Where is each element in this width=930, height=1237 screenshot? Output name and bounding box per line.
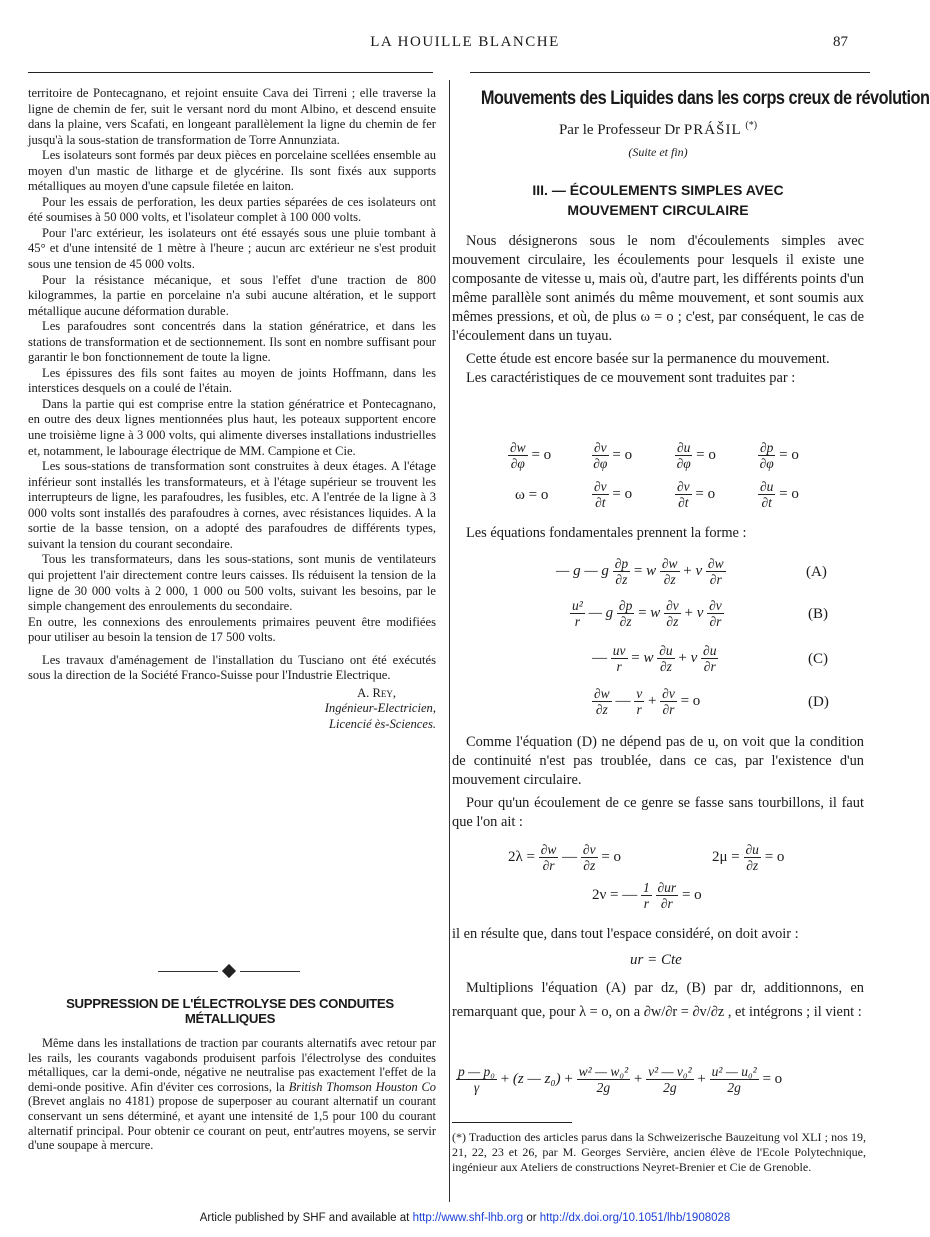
byline-prefix: Par le Professeur Dr [558, 122, 681, 138]
section-title-line: MOUVEMENT CIRCULAIRE [567, 202, 749, 218]
right-paragraph: Multiplions l'équation (A) par dz, (B) par dr, additionnons, en remarquant que, pour λ = o, on a ∂w/∂r = ∂v/∂z , et intégrons ; il vient : [452, 980, 864, 1020]
right-paragraph: Pour qu'un écoulement de ce genre se fasse sans tourbillons, il faut que l'on ait : [452, 795, 864, 830]
running-head-title: LA HOUILLE BLANCHE [370, 34, 560, 50]
equation-c: — $\frac{uv}{r}$ = w $\frac{\partial u}{\partial z}$ + v $\frac{\partial u}{\partial r}$ [592, 643, 717, 674]
article-title: Mouvements des Liquides dans les corps creux de révolution [480, 88, 930, 109]
equation-nu: 2ν = — $\frac{1}{r}$ $\frac{\partial ur}{\partial r}$ = o [592, 880, 702, 911]
electrolysis-article [28, 1036, 436, 1153]
left-paragraph: Les travaux d'aménagement de l'installation du Tusciano ont été exécutés sous la direction de la Société Franco-Suisse pour l'Industrie Electrique. [28, 652, 436, 683]
footnote: (*) Traduction des articles parus dans la Schweizerische Bauzeitung vol XLI ; nos 19, 21, 22, 23 et 26, par M. Georges Servière, ancien élève de l'Ecole Polytechnique, ingénieur aux Ateliers de constructions Neyret-Brenier et Cie de Grenoble. [452, 1130, 866, 1174]
left-paragraph: Les parafoudres sont concentrés dans la station génératrice, et dans les stations de transformation et de sectionnement. Ils sont en nombre suffisant pour garantir le bon fonctionnement de toute la ligne. [28, 319, 436, 365]
equation-lambda: 2λ = $\frac{\partial w}{\partial r}$ — $\frac{\partial v}{\partial z}$ = o [508, 842, 622, 873]
footnote-mark: (*) [745, 120, 758, 131]
equation-mu: 2μ = $\frac{\partial u}{\partial z}$ = o [712, 842, 785, 873]
signature-name: A. Rey, [357, 685, 396, 700]
equation: $\frac{\partial p}{\partial\varphi}$ = o [759, 440, 799, 471]
left-paragraph: Tous les transformateurs, dans les sous-stations, sont munis de ventilateurs qui projettent l'air directement contre leurs caisses. Ils réduisent la tension de la ligne de 30 000 volts à 2 000, 1 000 ou 500 volts, suivant les besoins, par le simple changement des enroulements du secondaire. [28, 552, 436, 614]
right-paragraph: Les caractéristiques de ce mouvement sont traduites par : [466, 370, 796, 386]
integration-text [452, 976, 864, 1024]
left-paragraph: Pour les essais de perforation, les deux parties séparées de ces isolateurs ont été soumises à 50 000 volts, et l'isolateur complet à 100 000 volts. [28, 194, 436, 225]
author-name: PRÁŠIL [683, 122, 742, 138]
signature-role: Ingénieur-Electricien, [324, 701, 436, 716]
left-paragraph: Dans la partie qui est comprise entre la station génératrice et Pontecagnano, en outre des deux lignes mentionnées plus haut, les poteaux supportent encore une troisième ligne à 3 000 volts, qui alimente diverses installations industrielles et, notamment, le labourage électrique de MM. Campione et Cie. [28, 396, 436, 458]
electrolysis-text-b: (Brevet anglais no 4181) propose de superposer au courant alternatif un courant conservant un sens déterminé, et ayant une intensité de 1,5 pour 100 du courant alternatif principal. Pour obtenir ce courant on peut, entr'autres moyens, se servir d'une soupape à mercure. [28, 1094, 436, 1153]
right-column [452, 86, 930, 388]
footer-link-doi[interactable]: http://dx.doi.org/10.1051/lhb/1908028 [539, 1212, 731, 1224]
ornament-diamond-icon [222, 964, 236, 978]
equation-b: $\frac{\text{u²}}{r}$ — g $\frac{\partial p}{\partial z}$ = w $\frac{\partial v}{\partial z}$ + v $\frac{\partial v}{\partial r}$ [572, 598, 722, 629]
footer-text: Article published by SHF and available at [199, 1212, 413, 1224]
equation-label: (D) [808, 694, 829, 710]
header-rule-left [28, 72, 433, 73]
column-divider [449, 80, 450, 1202]
left-paragraph: Pour l'arc extérieur, les isolateurs ont été essayés sous une pluie tombant à 45° et d'une intensité de 1 mètre à l'heure ; aucun arc extérieur ne s'est produit sous une tension de 45 000 volts. [28, 225, 436, 272]
fundamental-intro [452, 524, 864, 543]
right-paragraph: il en résulte que, dans tout l'espace considéré, on doit avoir : [452, 926, 799, 942]
equation: $\frac{\partial v}{\partial t}$ = o [594, 479, 633, 510]
equation-ur-constant: ur = Cte [630, 952, 682, 968]
section-ornament [28, 965, 436, 979]
author-signature [28, 686, 436, 733]
right-paragraph: Cette étude est encore basée sur la permanence du mouvement. [466, 351, 830, 367]
left-paragraph: Les épissures des fils sont faites au moyen de joints Hoffmann, dans les interstices desquels on a coulé de l'étain. [28, 365, 436, 396]
header-rule-right [470, 72, 870, 73]
equation-bernoulli: $\frac{\text{p — p₀}}{\gamma}$ + (z — z₀) + $\frac{\text{w² — w₀²}}{2g}$ + $\frac{\text{v² — v₀²}}{2g}$ + $\frac{\text{u² — u₀²}}{2g}$ = o [458, 1064, 783, 1095]
section-title-line: III. — ÉCOULEMENTS SIMPLES AVEC [532, 182, 784, 198]
left-paragraph: En outre, les connexions des enroulements primaires peuvent être modifiées pour utiliser au besoin la tension de 17 500 volts. [28, 614, 436, 645]
left-paragraph: Les sous-stations de transformation sont construites à deux étages. A l'étage inférieur sont installés les transformateurs, et à l'étage supérieur se trouvent les interrupteurs de ligne, les parafoudres, les fusibles, etc. A l'entrée de la ligne à 3 000 volts sont installés des parafoudres à cornes, avec résistances liquides. A la sortie de la basse tension, on a adopté des parafoudres de différents types, suivant la tension du courant secondaire. [28, 459, 436, 551]
section-heading-electrolysis: SUPPRESSION DE L'ÉLECTROLYSE DES CONDUITES MÉTALLIQUES [66, 996, 394, 1026]
right-paragraph: Nous désignerons sous le nom d'écoulements simples avec mouvement circulaire, les écoulements pour lesquels il existe une composante de vitesse u, mais où, d'autre part, les différents points d'un même parallèle sont animés du même mouvement, et sont soumis aux mêmes pressions, et où, de plus ω = o ; c'est, par conséquent, le cas de l'écoulement dans un tuyau. [452, 233, 864, 344]
signature-role: Licencié ès-Sciences. [329, 716, 436, 731]
ornament-line [158, 971, 218, 972]
company-name: British Thomson Houston Co [288, 1079, 436, 1094]
section-title [452, 180, 864, 220]
footer-link-shf[interactable]: http://www.shf-lhb.org [412, 1212, 524, 1224]
page-number: 87 [833, 34, 848, 50]
continuation-note: (Suite et fin) [628, 145, 688, 159]
equation-label: (A) [806, 564, 827, 580]
equation: $\frac{\partial u}{\partial t}$ = o [760, 479, 799, 510]
continuity-text [452, 733, 864, 832]
equation: ω = o [515, 487, 549, 503]
footnote-rule [452, 1122, 572, 1123]
left-paragraph: territoire de Pontecagnano, et rejoint ensuite Cava dei Tirreni ; elle traverse la ligne de chemin de fer, suit le versant nord du mont Albino, et descend ensuite dans la plaine, vers Scafati, en longeant parallèlement la ligne du chemin de fer jusqu'à la sous-station de transformation de Torre Annunziata. [28, 86, 436, 147]
right-paragraph: Les équations fondamentales prennent la forme : [466, 525, 747, 541]
electrolysis-text-a: Même dans les installations de traction par courants alternatifs avec retour par les rails, les courants vagabonds produisent parfois l'électrolyse des conduites métalliques, car la demi-onde, négative ne neutralise pas exactement l'effet de la demi-onde positive. Afin d'éviter ces corrosions, la [28, 1036, 436, 1094]
page-footer [0, 1212, 930, 1224]
equation: $\frac{\partial u}{\partial\varphi}$ = o [676, 440, 716, 471]
footer-text: or [523, 1212, 540, 1224]
result-text [452, 925, 864, 944]
left-column [28, 86, 436, 733]
left-paragraph: Les isolateurs sont formés par deux pièces en porcelaine scellées ensemble au moyen d'un mastic de litharge et de glycérine. Ils sont fixés aux supports métalliques au moyen d'une capsule filetée en laiton. [28, 148, 436, 194]
equation-label: (C) [808, 651, 828, 667]
equation-label: (B) [808, 606, 828, 622]
equation: $\frac{\partial v}{\partial t}$ = o [677, 479, 716, 510]
equation-d: $\frac{\partial w}{\partial z}$ — $\frac{v}{r}$ + $\frac{\partial v}{\partial r}$ = o [594, 686, 701, 717]
ornament-line [240, 971, 300, 972]
equation: $\frac{\partial v}{\partial\varphi}$ = o [593, 440, 633, 471]
equation-a: — g — g $\frac{\partial p}{\partial z}$ = w $\frac{\partial w}{\partial z}$ + v $\frac{\partial w}{\partial r}$ [556, 556, 724, 587]
right-paragraph: Comme l'équation (D) ne dépend pas de u, on voit que la condition de continuité n'est pas troublée, dans ce cas, par l'existence d'un mouvement circulaire. [452, 734, 864, 788]
left-paragraph: Pour la résistance mécanique, et sous l'effet d'une traction de 800 kilogrammes, la partie en porcelaine n'a subi aucune altération, et le support métallique aucune déformation durable. [28, 272, 436, 318]
byline [452, 120, 864, 139]
electrolysis-paragraph [28, 1036, 436, 1153]
equation: $\frac{\partial w}{\partial\varphi}$ = o [510, 440, 552, 471]
